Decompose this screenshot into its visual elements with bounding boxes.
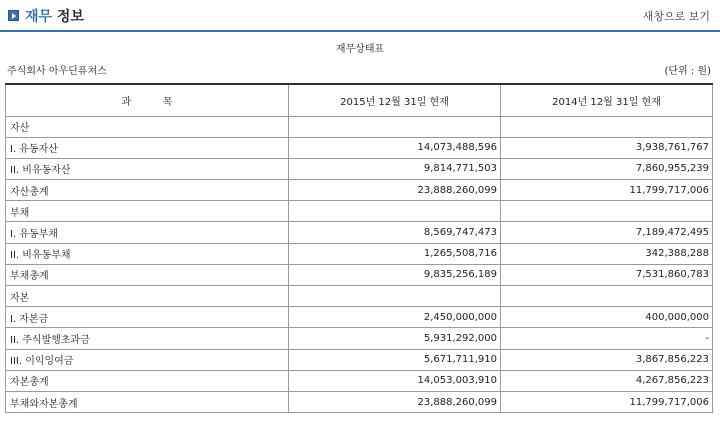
table-row [6, 222, 713, 243]
section-title: 재무 정보 [25, 9, 84, 25]
value-2015: 23,888,260,099 [289, 391, 501, 412]
table-row [6, 264, 713, 285]
row-label: 자본 [6, 286, 289, 307]
value-2014: 11,799,717,006 [501, 180, 713, 201]
row-label: I. 유동부채 [6, 222, 289, 243]
value-2014: - [501, 328, 713, 349]
column-header-2014: 2014년 12월 31일 현재 [501, 84, 713, 116]
value-2014 [501, 116, 713, 137]
value-2014: 3,938,761,767 [501, 137, 713, 158]
row-label: 부채총계 [6, 264, 289, 285]
header-divider [0, 30, 720, 32]
row-label: II. 비유동자산 [6, 158, 289, 179]
value-2014: 7,531,860,783 [501, 264, 713, 285]
table-row [6, 201, 713, 222]
row-label: I. 유동자산 [6, 137, 289, 158]
column-header-item: 과 목 [6, 84, 289, 116]
value-2014 [501, 201, 713, 222]
statement-title: 재무상태표 [335, 44, 385, 55]
table-header-row [6, 84, 713, 116]
value-2015: 5,931,292,000 [289, 328, 501, 349]
value-2014: 400,000,000 [501, 307, 713, 328]
value-2014: 7,860,955,239 [501, 158, 713, 179]
value-2015: 9,814,771,503 [289, 158, 501, 179]
value-2014: 3,867,856,223 [501, 349, 713, 370]
value-2015 [289, 116, 501, 137]
table-row [6, 349, 713, 370]
row-label: II. 주식발행초과금 [6, 328, 289, 349]
value-2015: 5,671,711,910 [289, 349, 501, 370]
table-row [6, 328, 713, 349]
row-label: 부채 [6, 201, 289, 222]
row-label: II. 비유동부채 [6, 243, 289, 264]
arrow-right-icon [8, 10, 19, 21]
section-header [0, 0, 720, 32]
row-label: 자본총계 [6, 370, 289, 391]
value-2014: 4,267,856,223 [501, 370, 713, 391]
row-label: 자산 [6, 116, 289, 137]
value-2015: 9,835,256,189 [289, 264, 501, 285]
value-2014 [501, 286, 713, 307]
row-label: 자산총계 [6, 180, 289, 201]
value-2015: 2,450,000,000 [289, 307, 501, 328]
table-row [6, 391, 713, 412]
table-row [6, 158, 713, 179]
value-2015 [289, 286, 501, 307]
table-row [6, 286, 713, 307]
table-row [6, 370, 713, 391]
table-body [6, 116, 713, 413]
table-row [6, 307, 713, 328]
company-name: 주식회사 아우딘퓨쳐스 [7, 66, 107, 77]
row-label: 부채와자본총계 [6, 391, 289, 412]
balance-sheet-table [5, 83, 713, 413]
value-2015: 1,265,508,716 [289, 243, 501, 264]
value-2015: 14,073,488,596 [289, 137, 501, 158]
value-2015: 14,053,003,910 [289, 370, 501, 391]
value-2014: 11,799,717,006 [501, 391, 713, 412]
value-2015 [289, 201, 501, 222]
column-header-2015: 2015년 12월 31일 현재 [289, 84, 501, 116]
table-row [6, 137, 713, 158]
row-label: III. 이익잉여금 [6, 349, 289, 370]
table-row [6, 243, 713, 264]
value-2015: 23,888,260,099 [289, 180, 501, 201]
table-row [6, 116, 713, 137]
row-label: I. 자본금 [6, 307, 289, 328]
value-2014: 342,388,288 [501, 243, 713, 264]
unit-label: (단위 : 원) [664, 66, 711, 77]
table-row [6, 180, 713, 201]
value-2014: 7,189,472,495 [501, 222, 713, 243]
value-2015: 8,569,747,473 [289, 222, 501, 243]
open-new-window-link[interactable]: 새창으로 보기 [642, 10, 710, 23]
